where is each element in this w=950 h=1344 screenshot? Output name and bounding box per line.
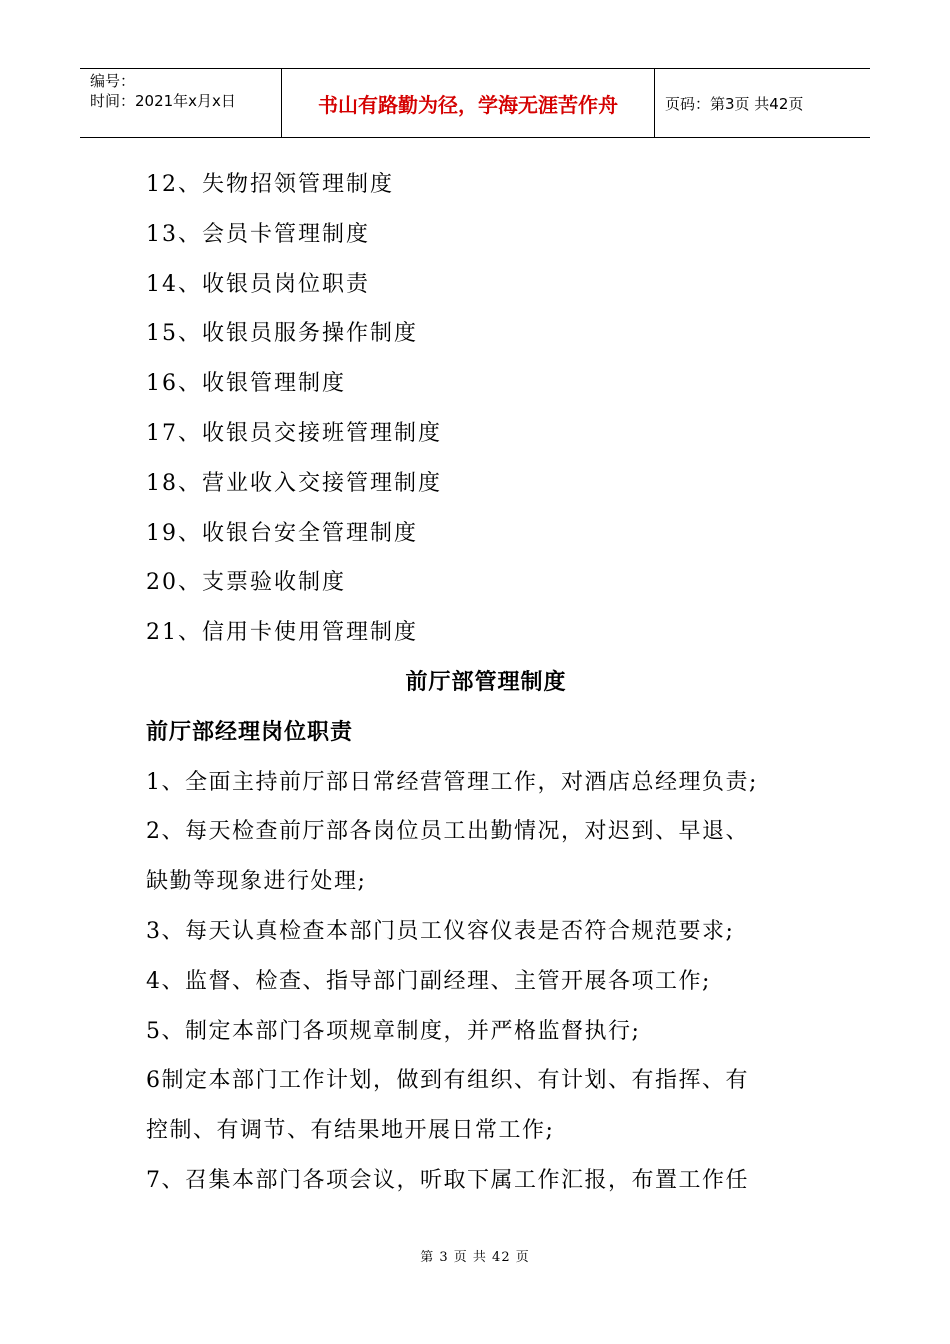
page-footer: 第 3 页 共 42 页: [420, 1250, 530, 1265]
document-body: [146, 160, 826, 1206]
section-title: 前厅部管理制度: [405, 669, 567, 695]
toc-item: 20、支票验收制度: [146, 570, 346, 596]
toc-item: 12、失物招领管理制度: [146, 172, 394, 197]
body-line: 5、制定本部门各项规章制度，并严格监督执行;: [146, 1018, 641, 1044]
document-number-label: 编号：: [90, 72, 136, 90]
toc-item: 14、收银员岗位职责: [146, 271, 370, 297]
body-line: 控制、有调节、有结果地开展日常工作;: [146, 1118, 555, 1144]
body-line: 1、全面主持前厅部日常经营管理工作，对酒店总经理负责;: [146, 769, 758, 795]
document-time: 时间：2021年x月x日: [90, 92, 236, 110]
body-line: 缺勤等现象进行处理;: [146, 869, 367, 895]
body-line: 3、每天认真检查本部门员工仪容仪表是否符合规范要求;: [146, 918, 735, 944]
body-line: 7、召集本部门各项会议，听取下属工作汇报，布置工作任: [146, 1167, 749, 1193]
toc-item: 19、收银台安全管理制度: [146, 520, 418, 546]
body-line: 2、每天检查前厅部各岗位员工出勤情况，对迟到、早退、: [146, 819, 749, 845]
toc-item: 13、会员卡管理制度: [146, 221, 370, 247]
toc-item: 15、收银员服务操作制度: [146, 321, 418, 347]
sub-title: 前厅部经理岗位职责: [146, 719, 354, 745]
toc-item: 21、信用卡使用管理制度: [146, 620, 418, 646]
page-header: [80, 68, 870, 138]
header-meta: [80, 69, 282, 137]
body-line: 4、监督、检查、指导部门副经理、主管开展各项工作;: [146, 968, 711, 994]
toc-item: 17、收银员交接班管理制度: [146, 420, 442, 446]
header-page-info: 页码：第3页 共42页: [665, 94, 804, 113]
body-line: 6制定本部门工作计划，做到有组织、有计划、有指挥、有: [146, 1068, 749, 1094]
toc-item: 16、收银管理制度: [146, 371, 346, 397]
toc-item: 18、营业收入交接管理制度: [146, 470, 442, 496]
header-motto: 书山有路勤为径，学海无涯苦作舟: [282, 69, 655, 137]
